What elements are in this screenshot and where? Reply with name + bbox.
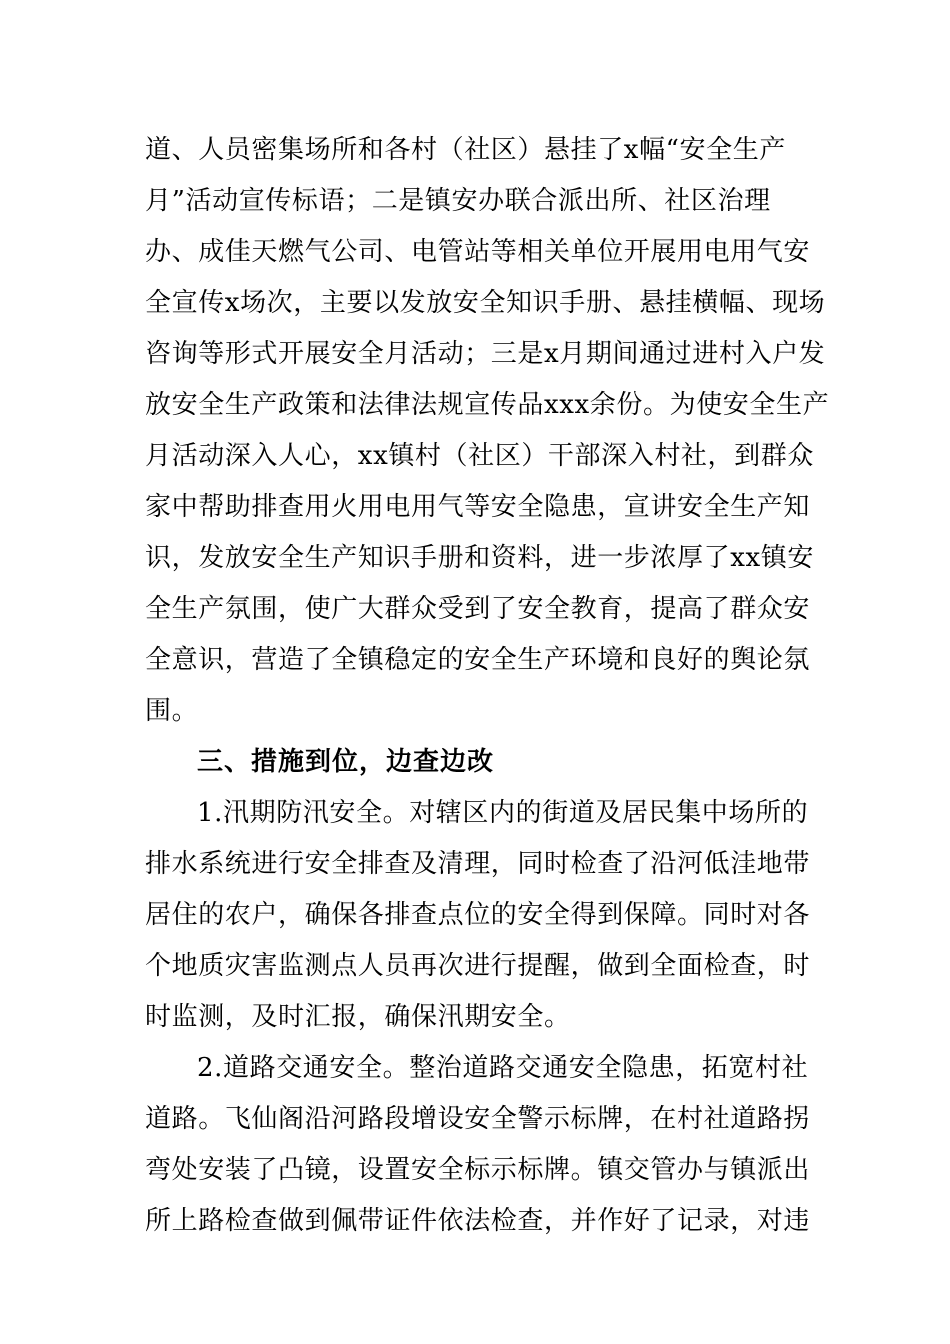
text-line: 识，发放安全生产知识手册和资料，进一步浓厚了xx镇安 — [145, 543, 814, 573]
text-line: 放安全生产政策和法律法规宣传品xxx余份。为使安全生产 — [145, 390, 830, 420]
text-line: 围。 — [145, 696, 199, 726]
text-line: 居住的农户，确保各排查点位的安全得到保障。同时对各 — [145, 900, 811, 930]
text-line: 1.汛期防汛安全。对辖区内的街道及居民集中场所的 — [197, 798, 809, 828]
section-heading: 三、措施到位，边查边改 — [197, 747, 495, 777]
text-line: 时监测，及时汇报，确保汛期安全。 — [145, 1002, 571, 1032]
text-line: 弯处安装了凸镜，设置安全标示标牌。镇交管办与镇派出 — [145, 1155, 811, 1185]
text-line: 全意识，营造了全镇稳定的安全生产环境和良好的舆论氛 — [145, 645, 811, 675]
text-line: 道、人员密集场所和各村（社区）悬挂了x幅“安全生产 — [145, 135, 786, 165]
text-line: 办、成佳天燃气公司、电管站等相关单位开展用电用气安 — [145, 237, 811, 267]
text-line: 全宣传x场次，主要以发放安全知识手册、悬挂横幅、现场 — [145, 288, 826, 318]
text-line: 月活动深入人心，xx镇村（社区）干部深入村社，到群众 — [145, 441, 814, 471]
text-line: 咨询等形式开展安全月活动；三是x月期间通过进村入户发 — [145, 339, 826, 369]
text-line: 全生产氛围，使广大群众受到了安全教育，提高了群众安 — [145, 594, 811, 624]
text-line: 2.道路交通安全。整治道路交通安全隐患，拓宽村社 — [197, 1053, 809, 1083]
text-line: 所上路检查做到佩带证件依法检查，并作好了记录，对违 — [145, 1206, 811, 1236]
text-line: 个地质灾害监测点人员再次进行提醒，做到全面检查，时 — [145, 951, 811, 981]
text-line: 月”活动宣传标语；二是镇安办联合派出所、社区治理 — [145, 186, 771, 216]
text-line: 道路。飞仙阁沿河路段增设安全警示标牌，在村社道路拐 — [145, 1104, 811, 1134]
text-line: 家中帮助排查用火用电用气等安全隐患，宣讲安全生产知 — [145, 492, 811, 522]
text-line: 排水系统进行安全排查及清理，同时检查了沿河低洼地带 — [145, 849, 811, 879]
